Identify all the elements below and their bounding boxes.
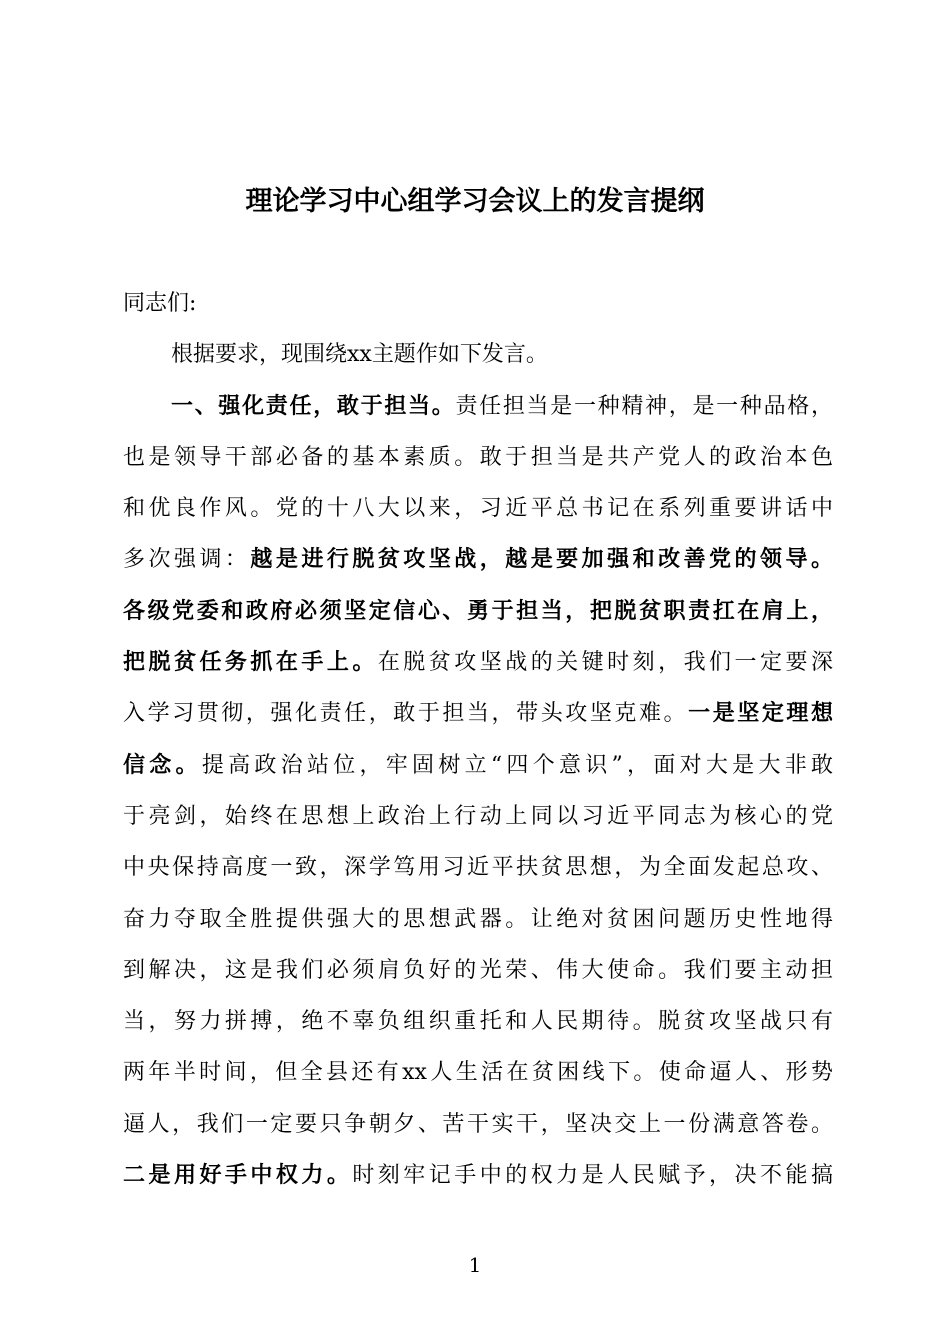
bold-text-segment: 信念。 — [123, 751, 202, 778]
text-line — [123, 586, 833, 637]
salutation: 同志们: — [123, 291, 197, 316]
text-segment: 当，努力拼搏，绝不辜负组织重托和人民期待。脱贫攻坚战只有 — [123, 1009, 833, 1035]
text-line — [123, 740, 833, 791]
bold-text-segment: 越是进行脱贫攻坚战，越是要加强和改善党的领导。 — [250, 546, 833, 573]
text-line — [123, 791, 833, 842]
text-segment: 也是领导干部必备的基本素质。敢于担当是共产党人的政治本色 — [123, 444, 833, 470]
text-line — [123, 894, 833, 945]
text-segment: 责任担当是一种精神，是一种品格， — [455, 393, 833, 419]
main-paragraph — [123, 381, 833, 1202]
text-line — [123, 996, 833, 1047]
text-segment: 提高政治站位，牢固树立“四个意识”，面对大是大非敢 — [201, 752, 833, 778]
text-line — [123, 483, 833, 534]
text-segment: 奋力夺取全胜提供强大的思想武器。让绝对贫困问题历史性地得 — [123, 906, 833, 932]
text-segment: 逼人，我们一定要只争朝夕、苦干实干，坚决交上一份满意答卷。 — [123, 1111, 833, 1137]
text-segment: 多次强调： — [123, 547, 251, 573]
text-line — [123, 842, 833, 893]
text-line — [123, 688, 833, 739]
page-number: 1 — [468, 1253, 482, 1277]
text-line — [123, 381, 833, 432]
bold-text-segment: 把脱贫任务抓在手上。 — [123, 649, 378, 676]
text-segment: 和优良作风。党的十八大以来，习近平总书记在系列重要讲话中 — [123, 496, 833, 522]
text-segment: 到解决，这是我们必须肩负好的光荣、伟大使命。我们要主动担 — [123, 957, 833, 983]
text-line — [123, 1150, 833, 1201]
text-line — [123, 534, 833, 585]
document-title: 理论学习中心组学习会议上的发言提纲 — [245, 186, 705, 217]
text-line — [123, 432, 833, 483]
document-body — [123, 278, 833, 1201]
text-segment: 两年半时间，但全县还有xx人生活在贫困线下。使命逼人、形势 — [123, 1060, 833, 1086]
bold-text-segment: 一是坚定理想 — [688, 700, 833, 727]
bold-text-segment: 各级党委和政府必须坚定信心、勇于担当，把脱贫职责扛在肩上， — [123, 597, 833, 624]
intro-paragraph: 根据要求，现围绕xx主题作如下发言。 — [171, 342, 548, 368]
text-segment: 中央保持高度一致，深学笃用习近平扶贫思想，为全面发起总攻、 — [123, 855, 833, 881]
text-line — [123, 1099, 833, 1150]
text-segment: 时刻牢记手中的权力是人民赋予，决不能搞 — [352, 1163, 833, 1189]
bold-text-segment: 一、强化责任，敢于担当。 — [171, 392, 456, 419]
text-segment: 在脱贫攻坚战的关键时刻，我们一定要深 — [377, 650, 833, 676]
text-line — [123, 1047, 833, 1098]
bold-text-segment: 二是用好手中权力。 — [123, 1162, 353, 1189]
text-line — [123, 637, 833, 688]
text-segment: 于亮剑，始终在思想上政治上行动上同以习近平同志为核心的党 — [123, 803, 833, 829]
text-segment: 入学习贯彻，强化责任，敢于担当，带头攻坚克难。 — [123, 701, 689, 727]
text-line — [123, 945, 833, 996]
